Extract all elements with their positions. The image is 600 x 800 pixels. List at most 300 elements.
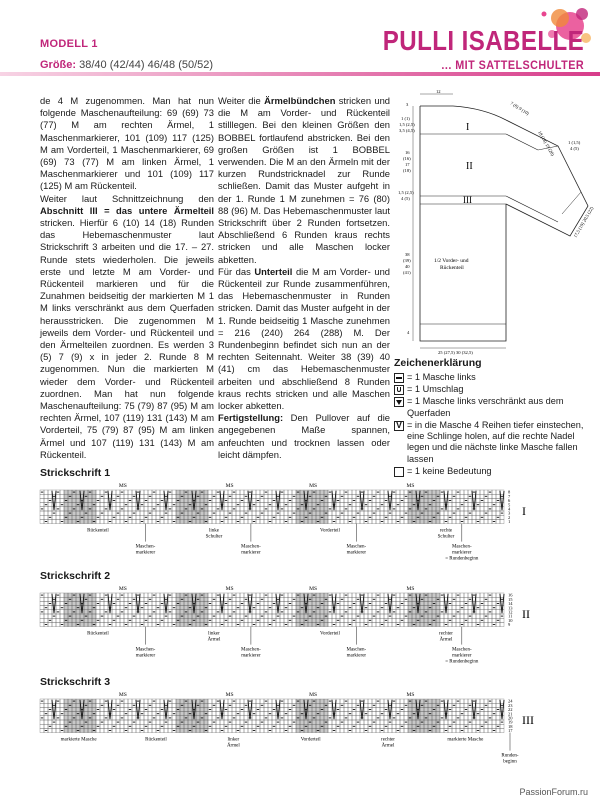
chart-cell: [348, 511, 352, 515]
chart-cell: [128, 494, 132, 498]
chart-cell: [372, 622, 376, 626]
chart-cell: [264, 728, 268, 732]
chart-cell: [156, 614, 160, 618]
chart-cell: [360, 622, 364, 626]
chart-cell: [468, 618, 472, 622]
chart-cell: [372, 716, 376, 720]
chart-cell: [348, 699, 352, 703]
chart-cell: [372, 490, 376, 494]
chart-cell: [160, 716, 164, 720]
row-number: 11: [508, 613, 513, 619]
chart-cell: [400, 699, 404, 703]
chart-cell: [384, 606, 388, 610]
chart-cell: [440, 515, 444, 519]
chart-cell: [140, 515, 144, 519]
chart-cell: [260, 498, 264, 502]
chart-cell: [244, 618, 248, 622]
chart-cell: [380, 507, 384, 511]
chart-cell: [232, 515, 236, 519]
chart-cell: [476, 716, 480, 720]
chart-cell: [236, 614, 240, 618]
chart-cell: [220, 515, 224, 519]
chart-cell: [256, 610, 260, 614]
chart-cell: [356, 593, 360, 597]
chart-cell: [260, 519, 264, 523]
chart-cell: [356, 728, 360, 732]
chart-cell: [396, 699, 400, 703]
drop-stitch-mark: [248, 491, 252, 510]
chart-cell: [216, 606, 220, 610]
chart-cell: [336, 503, 340, 507]
chart-cell: [336, 494, 340, 498]
chart-cell: [480, 699, 484, 703]
chart-cell: [144, 606, 148, 610]
chart-cell: [44, 515, 48, 519]
chart-cell: [376, 614, 380, 618]
chart-cell: [232, 707, 236, 711]
chart-cell: [340, 618, 344, 622]
chart-cell: [384, 728, 388, 732]
chart-cell: [104, 503, 108, 507]
chart-cell: [96, 494, 100, 498]
chart-cell: [460, 724, 464, 728]
chart-cell: [48, 712, 52, 716]
chart-cell: [128, 699, 132, 703]
chart-cell: [384, 614, 388, 618]
chart-cell: [148, 699, 152, 703]
chart-cell: [124, 498, 128, 502]
chart-cell: [400, 720, 404, 724]
chart-cell: [284, 511, 288, 515]
chart-cell: [160, 728, 164, 732]
chart-cell: [356, 712, 360, 716]
chart-cell: [480, 507, 484, 511]
ms-label: MS: [309, 483, 318, 489]
chart-cell: [60, 703, 64, 707]
chart-cell: [328, 606, 332, 610]
chart-section-text: linke: [209, 528, 219, 534]
row-number: 21: [508, 711, 513, 717]
chart-cell: [60, 593, 64, 597]
chart-cell: [208, 728, 212, 732]
chart-cell: [332, 515, 336, 519]
chart-cell: [376, 720, 380, 724]
chart-cell: [448, 614, 452, 618]
chart-cell: [256, 519, 260, 523]
chart-cell: [396, 515, 400, 519]
chart-cell: [160, 490, 164, 494]
chart-cell: [344, 597, 348, 601]
chart-cell: [60, 490, 64, 494]
chart-cell: [496, 519, 500, 523]
chart-cell: [232, 606, 236, 610]
chart-cell: [232, 503, 236, 507]
chart-cell: [252, 699, 256, 703]
chart-cell: [120, 614, 124, 618]
chart-cell: [364, 610, 368, 614]
chart-cell: [356, 606, 360, 610]
chart-cell: [216, 498, 220, 502]
chart-cell: [404, 622, 408, 626]
chart-cell: [256, 507, 260, 511]
chart-cell: [476, 618, 480, 622]
chart-cell: [348, 515, 352, 519]
chart-cell: [288, 511, 292, 515]
ms-label: MS: [309, 586, 318, 592]
chart-cell: [240, 494, 244, 498]
chart-cell: [132, 699, 136, 703]
paragraph: Fertigstellung: Den Pullover auf die angegebenen Maße spannen, anfeuchten und trocknen lassen oder leicht dämpfen.: [218, 412, 390, 460]
chart-cell: [120, 494, 124, 498]
chart-cell: [488, 703, 492, 707]
chart-cell: [232, 712, 236, 716]
chart-cell: [404, 515, 408, 519]
chart-cell: [348, 490, 352, 494]
chart-cell: [152, 614, 156, 618]
chart-cell: [212, 498, 216, 502]
chart-section-label: II: [522, 607, 530, 622]
chart-cell: [160, 597, 164, 601]
chart-cell: [168, 519, 172, 523]
paragraph: Weiter die Ärmelbündchen stricken und die M am Vorder- und Rückenteil stilllegen. Bei den kleinen Größen den BOBBEL fortlaufend abstricken. Bei den großen Größen ist 1 BOBBEL verwenden. Die M an den Ärmeln mit der kurzen Rundstricknadel zur Runde schließen. Damit das Muster aufgeht in der 1. Runde 1 M zunehmen = 76 (80) 88 (96) M. Das Hebemaschenmuster laut Strickschrift über 2 Runden fortsetzen. Abschließend 6 Runden kraus rechts stricken und alle Maschen locker abketten.: [218, 95, 391, 265]
chart-cell: [168, 724, 172, 728]
chart-cell: [272, 511, 276, 515]
chart-cell: [144, 622, 148, 626]
chart-cell: [496, 720, 500, 724]
chart-cell: [144, 610, 148, 614]
chart-section-text: Vorderteil: [320, 528, 340, 534]
chart-cell: [236, 507, 240, 511]
chart-cell: [280, 703, 284, 707]
chart-cell: [344, 601, 348, 605]
chart-cell: [452, 622, 456, 626]
chart-cell: [464, 728, 468, 732]
chart-cell: [216, 703, 220, 707]
schem-section-II: II: [466, 161, 473, 172]
chart-cell: [336, 593, 340, 597]
chart-cell: [208, 503, 212, 507]
chart-cell: [344, 515, 348, 519]
chart-cell: [460, 699, 464, 703]
chart-cell: [100, 728, 104, 732]
chart-cell: [52, 515, 56, 519]
chart-cell: [172, 593, 176, 597]
chart-cell: [380, 699, 384, 703]
chart-section-text: Ärmel: [207, 637, 221, 643]
chart-cell: [132, 593, 136, 597]
chart-cell: [224, 519, 228, 523]
chart-cell: [44, 707, 48, 711]
chart-cell: [156, 593, 160, 597]
chart-cell: [224, 494, 228, 498]
drop-stitch-mark: [108, 491, 112, 510]
chart-cell: [440, 703, 444, 707]
chart-cell: [288, 720, 292, 724]
chart-cell: [460, 498, 464, 502]
schem-section-I: I: [466, 122, 470, 133]
chart-cell: [132, 490, 136, 494]
chart-cell: [288, 716, 292, 720]
chart-cell: [364, 601, 368, 605]
chart-cell: [372, 699, 376, 703]
chart-cell: [120, 597, 124, 601]
chart-cell: [108, 515, 112, 519]
chart-cell: [492, 593, 496, 597]
chart-cell: [240, 699, 244, 703]
chart-cell: [100, 622, 104, 626]
chart-cell: [56, 519, 60, 523]
chart-cell: [256, 716, 260, 720]
chart-cell: [448, 622, 452, 626]
chart-cell: [464, 490, 468, 494]
chart-cell: [96, 490, 100, 494]
chart-cell: [380, 707, 384, 711]
chart-cell: [392, 503, 396, 507]
chart-cell: [48, 699, 52, 703]
marker-text: Maschen-: [135, 544, 156, 550]
chart-cell: [488, 618, 492, 622]
chart-cell: [108, 724, 112, 728]
chart-cell: [252, 703, 256, 707]
chart-cell: [452, 593, 456, 597]
chart-cell: [460, 610, 464, 614]
chart-cell: [112, 712, 116, 716]
chart-cell: [148, 716, 152, 720]
chart-cell: [268, 494, 272, 498]
chart-cell: [492, 498, 496, 502]
purl-symbol-icon: [394, 373, 404, 383]
chart-cell: [104, 712, 108, 716]
chart-cell: [140, 601, 144, 605]
chart-cell: [236, 601, 240, 605]
chart-cell: [356, 515, 360, 519]
chart-cell: [260, 507, 264, 511]
row-number: 10: [508, 617, 513, 623]
chart-cell: [456, 703, 460, 707]
chart-cell: [220, 724, 224, 728]
chart-cell: [284, 593, 288, 597]
chart-cell: [128, 490, 132, 494]
chart-cell: [340, 507, 344, 511]
chart-cell: [60, 720, 64, 724]
row-number: 2: [508, 514, 511, 520]
chart-cell: [496, 614, 500, 618]
chart-cell: [284, 610, 288, 614]
chart-cell: [452, 610, 456, 614]
chart-cell: [468, 610, 472, 614]
no-stitch-symbol-icon: [394, 467, 404, 477]
chart-cell: [208, 712, 212, 716]
chart-cell: [372, 610, 376, 614]
chart-cell: [224, 728, 228, 732]
ms-label: MS: [309, 692, 318, 698]
chart-cell: [120, 601, 124, 605]
chart-cell: [280, 728, 284, 732]
chart-cell: [372, 593, 376, 597]
chart-cell: [136, 724, 140, 728]
drop-stitch-mark: [444, 700, 448, 719]
chart-cell: [388, 519, 392, 523]
chart-cell: [52, 728, 56, 732]
chart-section-text: Vorderteil: [300, 737, 321, 743]
chart-cell: [448, 716, 452, 720]
chart-cell: [112, 511, 116, 515]
chart-cell: [124, 515, 128, 519]
chart-cell: [352, 610, 356, 614]
chart-cell: [228, 712, 232, 716]
chart-cell: [128, 716, 132, 720]
chart-cell: [292, 707, 296, 711]
chart-cell: [456, 728, 460, 732]
chart-cell: [364, 618, 368, 622]
chart-cell: [112, 507, 116, 511]
chart-cell: [264, 703, 268, 707]
chart-cell: [152, 519, 156, 523]
chart-cell: [372, 618, 376, 622]
chart-cell: [360, 511, 364, 515]
schem-dim: 3,5 (4,5): [399, 128, 415, 133]
chart-cell: [96, 716, 100, 720]
chart-cell: [280, 707, 284, 711]
chart-cell: [376, 618, 380, 622]
marker-text: Runden-: [501, 753, 519, 759]
chart-cell: [396, 498, 400, 502]
chart-cell: [156, 494, 160, 498]
chart-cell: [224, 511, 228, 515]
chart-cell: [476, 724, 480, 728]
chart-cell: [232, 494, 236, 498]
drop-stitch-mark: [332, 594, 336, 613]
chart-cell: [404, 707, 408, 711]
chart-cell: [340, 707, 344, 711]
chart-cell: [252, 618, 256, 622]
chart-cell: [396, 618, 400, 622]
chart-cell: [212, 699, 216, 703]
chart-cell: [156, 724, 160, 728]
chart-cell: [212, 519, 216, 523]
marker-text: = Rundenbeginn: [445, 556, 479, 562]
chart-cell: [400, 597, 404, 601]
chart-cell: [288, 503, 292, 507]
chart-cell: [116, 515, 120, 519]
legend-text: = 1 Umschlag: [407, 384, 464, 395]
chart-cell: [240, 519, 244, 523]
chart-cell: [392, 519, 396, 523]
chart-cell: [96, 511, 100, 515]
chart-cell: [44, 614, 48, 618]
chart-cell: [240, 614, 244, 618]
chart-cell: [404, 601, 408, 605]
chart-cell: [252, 490, 256, 494]
chart-cell: [444, 720, 448, 724]
chart-cell: [228, 593, 232, 597]
chart-cell: [220, 720, 224, 724]
row-number: 13: [508, 605, 513, 611]
drop-stitch-mark: [248, 700, 252, 719]
chart-cell: [224, 507, 228, 511]
chart-cell: [352, 720, 356, 724]
chart-cell: [156, 707, 160, 711]
chart-cell: [384, 503, 388, 507]
chart-cell: [376, 519, 380, 523]
chart-cell: [132, 716, 136, 720]
chart-cell: [476, 515, 480, 519]
chart-cell: [252, 511, 256, 515]
chart-cell: [292, 728, 296, 732]
chart-cell: [152, 503, 156, 507]
chart-cell: [500, 728, 504, 732]
chart-cell: [172, 490, 176, 494]
chart-cell: [116, 507, 120, 511]
chart-cell: [328, 498, 332, 502]
chart-cell: [116, 707, 120, 711]
chart-cell: [156, 601, 160, 605]
chart-cell: [236, 494, 240, 498]
chart-cell: [268, 490, 272, 494]
chart-cell: [112, 716, 116, 720]
chart-cell: [236, 597, 240, 601]
chart-cell: [480, 606, 484, 610]
chart-cell: [232, 724, 236, 728]
chart-cell: [460, 515, 464, 519]
chart-cell: [400, 593, 404, 597]
chart-cell: [352, 494, 356, 498]
chart-cell: [440, 519, 444, 523]
chart-cell: [268, 511, 272, 515]
chart-cell: [448, 490, 452, 494]
chart-cell: [460, 494, 464, 498]
chart-cell: [484, 606, 488, 610]
chart-cell: [224, 597, 228, 601]
chart-cell: [380, 703, 384, 707]
chart-cell: [100, 490, 104, 494]
chart-cell: [244, 498, 248, 502]
chart-cell: [112, 519, 116, 523]
chart-section-text: linker: [227, 737, 240, 743]
chart-cell: [392, 724, 396, 728]
marker-text: markierer: [346, 653, 367, 659]
chart-cell: [164, 622, 168, 626]
chart-cell: [172, 614, 176, 618]
chart-cell: [272, 507, 276, 511]
chart-cell: [224, 593, 228, 597]
chart-cell: [484, 490, 488, 494]
chart-cell: [368, 606, 372, 610]
row-number: 24: [508, 698, 513, 704]
chart-cell: [96, 703, 100, 707]
chart-cell: [496, 511, 500, 515]
chart-cell: [444, 614, 448, 618]
chart-cell: [484, 593, 488, 597]
chart-cell: [168, 622, 172, 626]
drop-stitch-mark: [136, 594, 140, 613]
legend-item: [394, 466, 594, 477]
row-number: 1: [508, 519, 511, 525]
chart-cell: [96, 614, 100, 618]
chart-cell: [240, 622, 244, 626]
chart-cell: [372, 498, 376, 502]
chart-cell: [40, 601, 44, 605]
chart-cell: [208, 703, 212, 707]
chart-cell: [384, 712, 388, 716]
chart-cell: [224, 699, 228, 703]
size-label: Größe:: [40, 59, 77, 71]
chart-section-text: Rückenteil: [87, 631, 109, 637]
chart-cell: [284, 618, 288, 622]
chart-cell: [260, 593, 264, 597]
chart-cell: [496, 610, 500, 614]
chart-cell: [476, 593, 480, 597]
